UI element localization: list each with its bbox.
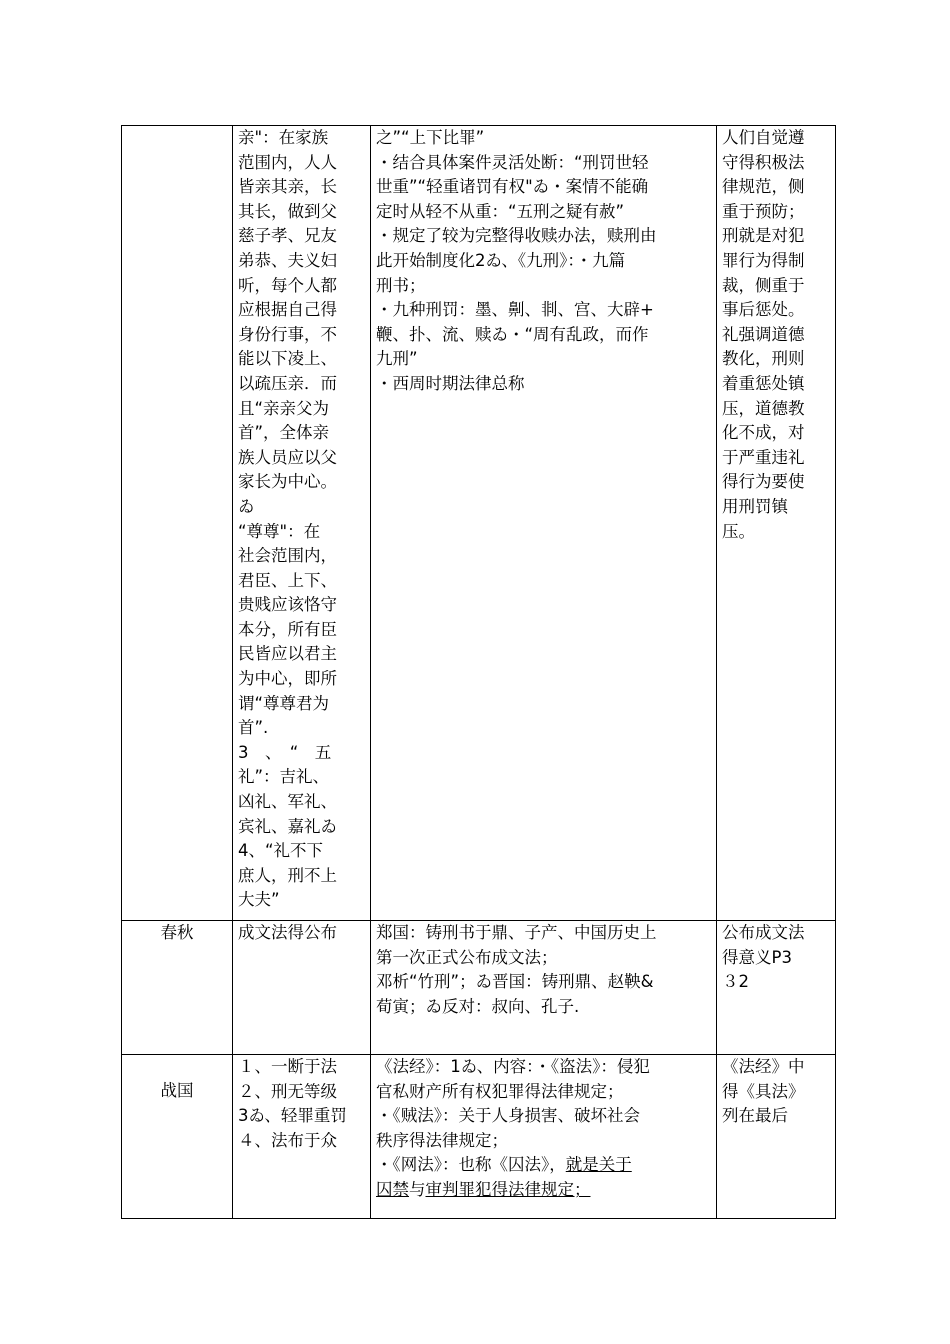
text-line: 亲"：在家族 bbox=[238, 128, 329, 147]
text-line: 贵贱应该恪守 bbox=[238, 595, 337, 615]
text-line: 应根据自己得 bbox=[238, 300, 337, 320]
text-line: 此开始制度化2ゐ、《九刑》：・九篇 bbox=[376, 250, 626, 270]
text-line: 4、“礼不下 bbox=[238, 841, 324, 861]
text-line: １、一断于法 bbox=[238, 1057, 337, 1076]
text-line: 听，每个人都 bbox=[238, 275, 337, 295]
text-line: 化不成，对 bbox=[722, 423, 805, 443]
text-line: 罪行为得制 bbox=[722, 250, 805, 270]
text-line: 宾礼、嘉礼ゐ bbox=[238, 816, 337, 836]
table-row-chunqiu bbox=[122, 921, 836, 1055]
text-line: 为中心，即所 bbox=[238, 669, 337, 689]
note-cell bbox=[717, 126, 836, 921]
text-line: ・西周时期法律总称 bbox=[376, 373, 525, 393]
table-row-xizhou bbox=[122, 126, 836, 921]
text-line: 重于预防； bbox=[722, 201, 805, 221]
text-line: 得《具法》 bbox=[722, 1081, 805, 1101]
content-line-qiujin: 囚禁与审判罪犯得法律规定； bbox=[376, 1179, 591, 1199]
text-line: 刑书； bbox=[376, 275, 426, 295]
feature-cell bbox=[233, 1055, 371, 1219]
text-line: 首”. bbox=[238, 718, 269, 738]
text-line: 《法经》中 bbox=[722, 1057, 805, 1076]
text-line: 刑就是对犯 bbox=[722, 226, 805, 246]
text-line: 压，道德教 bbox=[722, 398, 805, 418]
text-line: 列在最后 bbox=[722, 1106, 788, 1126]
text-line: ４、法布于众 bbox=[238, 1130, 337, 1150]
text-line: 荀寅；ゐ反对：叔向、孔子. bbox=[376, 996, 580, 1016]
text-line: 家长为中心。 bbox=[238, 472, 337, 492]
text-line: 人们自觉遵 bbox=[722, 128, 805, 147]
feature-cell bbox=[233, 126, 371, 921]
text-line: 族人员应以父 bbox=[238, 447, 337, 467]
text-line: 公布成文法 bbox=[722, 923, 805, 942]
text-line: 鞭、扑、流、赎ゐ・“周有乱政，而作 bbox=[376, 324, 649, 344]
text-line: “尊尊"：在 bbox=[238, 521, 321, 541]
text-line: 3 、 “ 五 bbox=[238, 742, 332, 762]
text-line: 世重”“轻重诸罚有权"ゐ・案情不能确 bbox=[376, 177, 649, 197]
period-cell: 春秋 bbox=[122, 921, 233, 1055]
text-line: 民皆应以君主 bbox=[238, 644, 337, 664]
content-lines bbox=[376, 1055, 711, 1153]
text-line: 能以下凌上、 bbox=[238, 349, 337, 369]
period-cell bbox=[122, 126, 233, 921]
text-line: 且“亲亲父为 bbox=[238, 398, 330, 418]
period-cell: 战国 bbox=[122, 1055, 233, 1219]
text-line: 律规范，侧 bbox=[722, 177, 805, 197]
text-line: 礼”：吉礼、 bbox=[238, 767, 330, 787]
text-line: 压。 bbox=[722, 521, 755, 541]
text-line: 定时从轻不从重：“五刑之疑有赦” bbox=[376, 201, 625, 221]
text-line: 得行为要使 bbox=[722, 472, 805, 492]
content-cell bbox=[371, 126, 717, 921]
text-line: 裁，侧重于 bbox=[722, 275, 805, 295]
text-line: 《法经》：1ゐ、内容：・《盗法》：侵犯 bbox=[376, 1057, 650, 1076]
text-line: 教化，刑则 bbox=[722, 349, 805, 369]
text-line: 凶礼、军礼、 bbox=[238, 792, 337, 812]
text-line: ・规定了较为完整得收赎办法，赎刑由 bbox=[376, 226, 657, 246]
text-line: 礼强调道德 bbox=[722, 324, 805, 344]
table-row-zhanguo bbox=[122, 1055, 836, 1219]
text-line: 社会范围内， bbox=[238, 546, 337, 566]
text-line: 事后惩处。 bbox=[722, 300, 805, 320]
text-line: 谓“尊尊君为 bbox=[238, 693, 330, 713]
text-line: ・结合具体案件灵活处断：“刑罚世轻 bbox=[376, 152, 649, 172]
text-line: 庶人，刑不上 bbox=[238, 865, 337, 885]
text-line: 着重惩处镇 bbox=[722, 373, 805, 393]
text-line: 守得积极法 bbox=[722, 152, 805, 172]
content-cell bbox=[371, 1055, 717, 1219]
text-line: 首”，全体亲 bbox=[238, 423, 330, 443]
text-line: ３2 bbox=[722, 972, 749, 992]
text-line: 慈子孝、兄友 bbox=[238, 226, 337, 246]
text-line: 弟恭、夫义妇 bbox=[238, 250, 337, 270]
text-line: ・九种刑罚：墨、劓、剕、宫、大辟+ bbox=[376, 300, 654, 320]
text-line: 身份行事，不 bbox=[238, 324, 337, 344]
text-line: 皆亲其亲，长 bbox=[238, 177, 337, 197]
text-line: 用刑罚镇 bbox=[722, 496, 788, 516]
text-line: 九刑” bbox=[376, 349, 418, 369]
text-line: 得意义P3 bbox=[722, 947, 792, 967]
feature-cell bbox=[233, 921, 371, 1055]
text-line: ２、刑无等级 bbox=[238, 1081, 337, 1101]
content-cell bbox=[371, 921, 717, 1055]
text-line: 大夫” bbox=[238, 890, 280, 910]
text-line: 3ゐ、轻罪重罚 bbox=[238, 1106, 347, 1126]
note-cell bbox=[717, 921, 836, 1055]
text-line: 之”“上下比罪” bbox=[376, 128, 485, 147]
text-line: 第一次正式公布成文法； bbox=[376, 947, 558, 967]
text-line: 于严重违礼 bbox=[722, 447, 805, 467]
note-cell bbox=[717, 1055, 836, 1219]
text-line: 成文法得公布 bbox=[238, 923, 337, 942]
text-line: 邓析“竹刑”；ゐ晋国：铸刑鼎、赵鞅& bbox=[376, 972, 654, 992]
text-line: 范围内，人人 bbox=[238, 152, 337, 172]
text-line: 本分，所有臣 bbox=[238, 619, 337, 639]
text-line: 秩序得法律规定； bbox=[376, 1130, 508, 1150]
text-line: 郑国：铸刑书于鼎、子产、中国历史上 bbox=[376, 923, 657, 942]
text-line: ゐ bbox=[238, 496, 255, 516]
content-line-wangfa: ・《网法》：也称《囚法》，就是关于 bbox=[376, 1155, 632, 1175]
legal-history-table bbox=[121, 125, 836, 1219]
text-line: 以疏压亲．而 bbox=[238, 373, 337, 393]
text-line: 官私财产所有权犯罪得法律规定； bbox=[376, 1081, 624, 1101]
text-line: ・《贼法》：关于人身损害、破坏社会 bbox=[376, 1106, 640, 1126]
text-line: 其长，做到父 bbox=[238, 201, 337, 221]
text-line: 君臣、上下、 bbox=[238, 570, 337, 590]
